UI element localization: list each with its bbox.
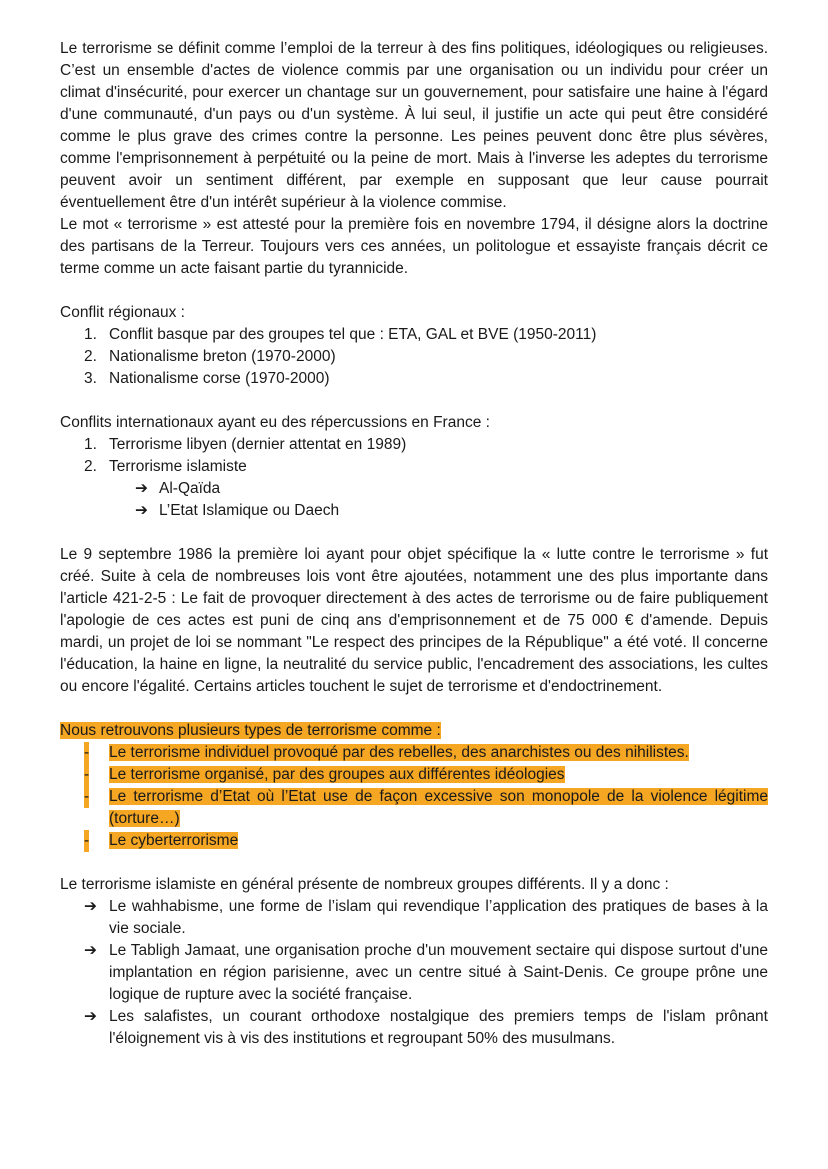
list-item: 2. Nationalisme breton (1970-2000) [84, 348, 336, 365]
arrow-icon: ➔ [84, 898, 97, 915]
international-heading: Conflits internationaux ayant eu des répercussions en France : [60, 414, 490, 431]
intro-paragraph-2: Le mot « terrorisme » est attesté pour la première fois en novembre 1794, il désigne alors la doctrine des partisans de la Terreur. Toujours vers ces années, un politologue et essayiste français décrit ce terme comme un acte faisant partie du tyrannicide. [60, 216, 768, 277]
list-item: 2. Terrorisme islamiste [84, 458, 247, 475]
islamist-heading: Le terrorisme islamiste en général présente de nombreux groupes différents. Il y a donc : [60, 876, 669, 893]
list-item: 3. Nationalisme corse (1970-2000) [84, 370, 330, 387]
list-item: ➔ Le wahhabisme, une forme de l’islam qui revendique l’application des pratiques de bases à la vie sociale. [84, 898, 768, 937]
list-item: ➔ L’Etat Islamique ou Daech [60, 500, 768, 522]
document-body [60, 38, 768, 1050]
intro-paragraph-1: Le terrorisme se définit comme l’emploi de la terreur à des fins politiques, idéologiques ou religieuses. C’est un ensemble d'actes de violence commis par une organisation ou un individu pour créer un climat d'insécurité, pour exercer un chantage sur un gouvernement, pour satisfaire une haine à l'égard d'une communauté, d'un pays ou d'un système. À lui seul, il justifie un acte qui peut être considéré comme le plus grave des crimes contre la personne. Les peines peuvent donc être plus sévères, comme l'emprisonnement à perpétuité ou la peine de mort. Mais à l'inverse les adeptes du terrorisme peuvent avoir un sentiment différent, par exemple en supposant que leur cause pourrait éventuellement être d'un intérêt supérieur à la violence commise. [60, 40, 768, 211]
islamist-groups-list [60, 896, 768, 1050]
arrow-icon: ➔ [84, 942, 97, 959]
arrow-icon: ➔ [135, 480, 148, 497]
list-item: ➔ Les salafistes, un courant orthodoxe nostalgique des premiers temps de l'islam prônant l'éloignement vis à vis des institutions et regroupant 50% des musulmans. [84, 1008, 768, 1047]
islamist-subgroups-list [60, 478, 768, 522]
types-heading: Nous retrouvons plusieurs types de terrorisme comme : [60, 722, 441, 739]
list-item: ➔ Le Tabligh Jamaat, une organisation proche d'un mouvement sectaire qui dispose surtout d'une implantation en région parisienne, avec un centre situé à Saint-Denis. Ce groupe prône une logique de rupture avec la société française. [84, 942, 768, 1003]
list-item: 1. Terrorisme libyen (dernier attentat en 1989) [84, 436, 407, 453]
types-list [60, 742, 768, 852]
law-paragraph: Le 9 septembre 1986 la première loi ayant pour objet spécifique la « lutte contre le terrorisme » fut créé. Suite à cela de nombreuses lois vont être ajoutées, notamment une des plus importante dans l'article 421-2-5 : Le fait de provoquer directement à des actes de terrorisme ou de faire publiquement l'apologie de ces actes est puni de cinq ans d'emprisonnement et de 75 000 € d'amende. Depuis mardi, un projet de loi se nommant "Le respect des principes de la République" a été voté. Il concerne l'éducation, la haine en ligne, la neutralité du service public, l'encadrement des associations, les cultes ou encore l'égalité. Certains articles touchent le sujet de terrorisme et d'endoctrinement. [60, 546, 768, 695]
regional-heading: Conflit régionaux : [60, 304, 185, 321]
international-list [60, 434, 768, 478]
regional-list [60, 324, 768, 390]
list-item: - Le terrorisme d’Etat où l’Etat use de façon excessive son monopole de la violence légitime (torture…) [84, 788, 768, 827]
list-item: - Le cyberterrorisme [60, 830, 768, 852]
arrow-icon: ➔ [135, 502, 148, 519]
list-item: ➔ Al-Qaïda [60, 478, 768, 500]
list-item: 1. Conflit basque par des groupes tel que : ETA, GAL et BVE (1950-2011) [84, 326, 597, 343]
arrow-icon: ➔ [84, 1008, 97, 1025]
list-item: - Le terrorisme organisé, par des groupes aux différentes idéologies [60, 764, 768, 786]
list-item: - Le terrorisme individuel provoqué par des rebelles, des anarchistes ou des nihilistes. [60, 742, 768, 764]
